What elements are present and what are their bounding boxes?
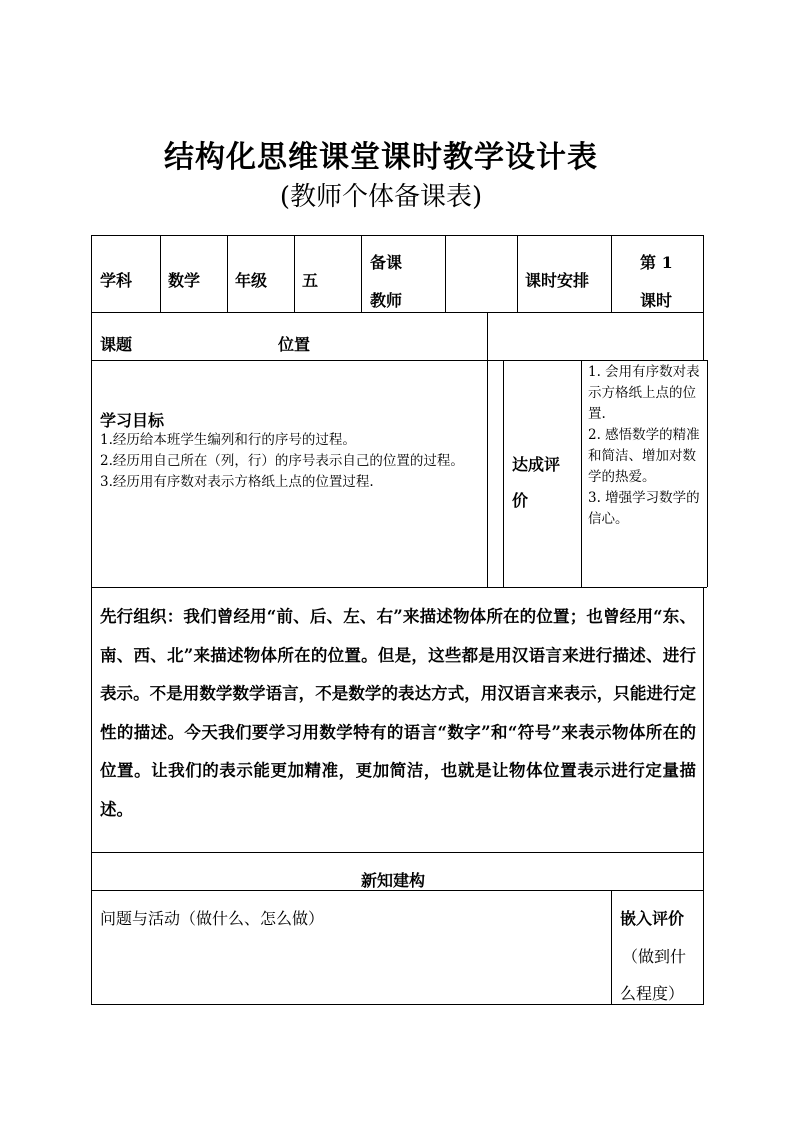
evaluation-item: 3. 增强学习数学的信心。 (588, 490, 700, 527)
cell-divider (227, 235, 228, 312)
cell-divider (503, 360, 504, 587)
schedule-label: 课时安排 (525, 271, 590, 290)
evaluation-item: 2. 感悟数学的精准和简洁、增加对数学的热爱。 (588, 427, 700, 485)
subject-value: 数学 (168, 271, 201, 290)
cell-divider (487, 312, 488, 360)
grade-label: 年级 (235, 271, 268, 290)
schedule-value-line1: 第 1 (640, 253, 673, 272)
evaluation-list (588, 362, 706, 530)
topic-value: 位置 (278, 335, 311, 354)
activity-label: 问题与活动（做什么、怎么做） (100, 909, 325, 928)
evaluation-item: 1. 会用有序数对表示方格纸上点的位置. (588, 364, 700, 422)
row-divider (91, 587, 707, 588)
subject-label: 学科 (100, 271, 133, 290)
row-divider (91, 360, 707, 361)
embedded-eval-note-line2: 么程度） (620, 984, 685, 1003)
schedule-value-line2: 课时 (640, 291, 673, 310)
evaluation-label-line2: 价 (512, 491, 529, 510)
cell-divider (160, 235, 161, 312)
cell-divider (581, 360, 582, 587)
teacher-label-line2: 教师 (370, 291, 403, 310)
goal-item: 2.经历用自己所在（列，行）的序号表示自己的位置的过程。 (100, 453, 464, 469)
cell-divider (294, 235, 295, 312)
cell-divider (487, 360, 488, 587)
grade-value: 五 (302, 271, 319, 290)
cell-divider (611, 890, 612, 1004)
page-subtitle: (教师个体备课表) (279, 182, 483, 212)
cell-divider (611, 235, 612, 312)
page-title: 结构化思维课堂课时教学设计表 (164, 140, 598, 175)
advance-organizer-text: 先行组织：我们曾经用“前、后、左、右”来描述物体所在的位置；也曾经用“东、南、西、北”来描述物体所在的位置。但是，这些都是用汉语言来进行描述、进行表示。不是用数学数学语言，不是数学的表达方式，用汉语言来表示，只能进行定性的描述。今天我们要学习用数学特有的语言“数字”和“符号”来表示物体所在的位置。让我们的表示能更加精准，更加简洁，也就是让物体位置表示进行定量描述。 (100, 607, 696, 819)
row-divider (91, 312, 703, 313)
embedded-eval-note-line1: （做到什 (622, 947, 687, 966)
evaluation-label-line1: 达成评 (512, 455, 561, 474)
goal-item: 3.经历用有序数对表示方格纸上点的位置过程. (100, 474, 374, 490)
topic-label: 课题 (100, 335, 133, 354)
cell-divider (707, 360, 708, 587)
goals-heading: 学习目标 (100, 411, 165, 430)
goals-list (100, 430, 484, 493)
cell-divider (361, 235, 362, 312)
row-divider (91, 852, 703, 853)
cell-divider (445, 235, 446, 312)
table-border (91, 1004, 703, 1005)
embedded-eval-label: 嵌入评价 (620, 909, 685, 928)
table-border (703, 587, 704, 1005)
table-border (703, 235, 704, 361)
teacher-label-line1: 备课 (370, 253, 403, 272)
new-knowledge-heading: 新知建构 (361, 871, 426, 890)
goal-item: 1.经历给本班学生编列和行的序号的过程。 (100, 432, 356, 448)
cell-divider (517, 235, 518, 312)
